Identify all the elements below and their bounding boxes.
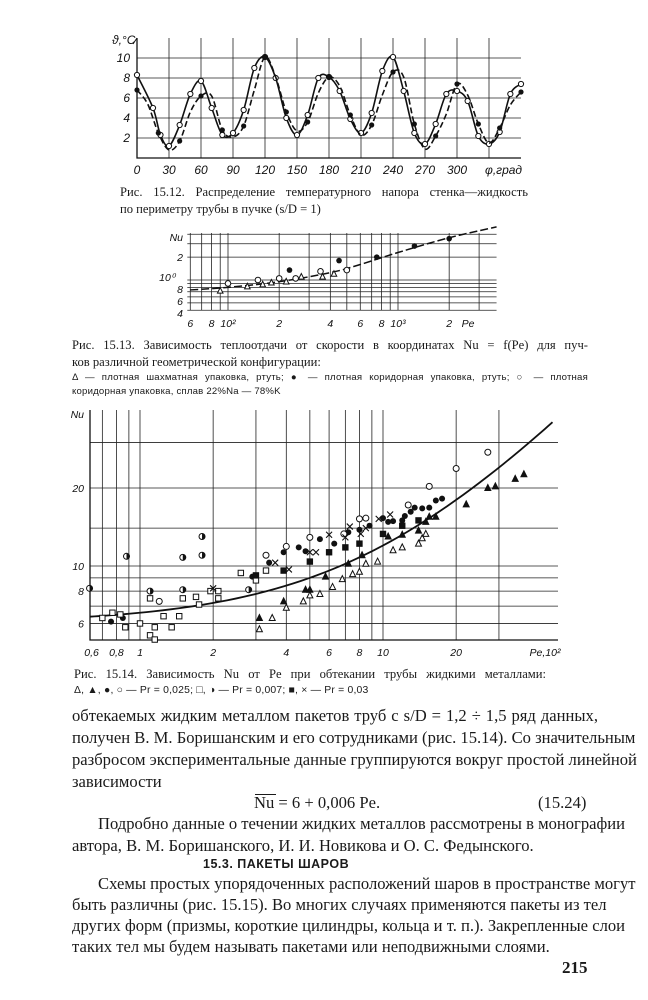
data-point <box>326 550 331 555</box>
y-tick-label: 6 <box>123 91 130 105</box>
data-point <box>412 243 418 249</box>
x-tick-label: 60 <box>194 163 208 177</box>
data-point <box>220 127 225 132</box>
x-tick-label: 8 <box>356 647 363 659</box>
data-point <box>198 93 203 98</box>
data-point <box>347 524 353 530</box>
body-para2-line-2: автора, В. М. Боришанского, И. И. Новикова и О. С. Федынского. <box>72 836 534 855</box>
body-para3-line-1: Схемы простых упорядоченных расположений шаров в пространстве могут <box>98 874 636 893</box>
page-number: 215 <box>562 958 588 977</box>
data-point <box>485 449 491 455</box>
data-point <box>439 496 445 502</box>
data-point <box>293 276 299 282</box>
x-tick-label: 150 <box>286 163 308 177</box>
data-point <box>281 549 287 555</box>
data-point <box>374 254 380 260</box>
fig-15-13-caption-line-2: ков различной геометрической конфигурации: <box>72 355 321 369</box>
body-para1-line-2: получен В. М. Боришанским и его сотрудниками (рис. 15.14). Со значительным <box>72 728 636 747</box>
data-point <box>241 107 246 112</box>
x-tick-label: 4 <box>327 318 334 330</box>
data-point <box>161 613 166 618</box>
data-point <box>363 515 369 521</box>
y-tick-label: 10 <box>116 51 130 65</box>
x-tick-label: 4 <box>283 647 290 659</box>
data-point <box>100 615 105 620</box>
equation-text: Nu = 6 + 0,006 Pe. <box>254 793 381 812</box>
data-point <box>350 571 356 577</box>
fig-15-13-legend-line-1: Δ — плотная шахматная упаковка, ртуть; ● — плотная коридорная упаковка, ртуть; ○ — плотная <box>72 372 588 383</box>
data-point <box>444 91 449 96</box>
data-point <box>476 133 481 138</box>
y-tick-label: 8 <box>123 71 130 85</box>
data-point <box>216 588 221 593</box>
y-tick-label: 2 <box>123 131 130 145</box>
fit-curve <box>90 422 553 616</box>
data-point <box>446 236 452 242</box>
data-point <box>263 552 269 558</box>
data-point <box>412 505 418 511</box>
data-point <box>230 130 235 135</box>
data-point <box>123 625 128 630</box>
data-point <box>177 122 182 127</box>
y-axis-title: ϑ,°C <box>112 33 136 47</box>
x-tick-label: 10 <box>377 647 389 659</box>
data-point <box>433 133 438 138</box>
data-point <box>177 613 182 618</box>
data-point <box>300 598 306 604</box>
data-point <box>283 604 289 610</box>
data-point <box>369 110 374 115</box>
data-point <box>512 475 518 481</box>
data-point <box>294 132 299 137</box>
data-point <box>390 518 396 524</box>
data-point <box>281 568 286 573</box>
data-point <box>521 471 527 477</box>
data-point <box>225 281 231 287</box>
x-tick-label: 6 <box>187 318 194 330</box>
data-point <box>216 596 221 601</box>
x-tick-label: 300 <box>446 163 468 177</box>
x-tick-label: Pe,10² <box>529 647 561 659</box>
y-tick-label: 6 <box>177 296 183 308</box>
data-point <box>152 637 157 642</box>
x-tick-label: 6 <box>357 318 364 330</box>
data-point <box>357 541 362 546</box>
data-point <box>241 123 246 128</box>
data-point <box>399 544 405 550</box>
data-point <box>287 267 293 273</box>
data-point <box>152 625 157 630</box>
axes <box>90 410 558 640</box>
x-tick-label: 2 <box>210 647 217 659</box>
data-point <box>316 75 321 80</box>
data-point <box>283 543 289 549</box>
chart-nu-vs-pe-bundles <box>187 227 496 310</box>
data-point <box>508 91 513 96</box>
equation <box>254 793 380 813</box>
data-point <box>331 541 337 547</box>
data-point <box>485 485 491 491</box>
data-point <box>305 119 310 124</box>
fig-15-13-legend-line-2: коридорная упаковка, сплав 22%Na — 78%K <box>72 386 281 397</box>
data-point <box>118 612 123 617</box>
data-point <box>180 596 185 601</box>
data-point <box>209 105 214 110</box>
data-point <box>323 573 329 579</box>
y-tick-label: 20 <box>72 483 84 496</box>
fig-15-13-caption-line-1: Рис. 15.13. Зависимость теплоотдачи от скорости в координатах Nu = f(Pe) для пуч- <box>72 338 588 352</box>
data-point <box>134 72 139 77</box>
data-point <box>317 536 323 542</box>
data-point <box>363 560 369 566</box>
data-point <box>147 596 152 601</box>
data-point <box>402 513 408 519</box>
x-tick-label: 210 <box>350 163 372 177</box>
data-point <box>433 121 438 126</box>
data-point <box>412 121 417 126</box>
data-point <box>281 598 287 604</box>
x-tick-label: 0,8 <box>109 647 124 659</box>
data-point <box>307 559 312 564</box>
data-point <box>296 544 302 550</box>
data-point <box>266 560 272 566</box>
data-point <box>220 132 225 137</box>
data-point <box>108 619 114 625</box>
data-point <box>369 122 374 127</box>
data-point <box>188 91 193 96</box>
data-point <box>416 518 421 523</box>
data-point <box>390 547 396 553</box>
x-tick-label: 0,6 <box>84 647 99 659</box>
chart-nu-vs-pe-liquid-metals <box>87 410 558 642</box>
data-point <box>307 586 313 592</box>
y-tick-label: 8 <box>78 586 84 599</box>
data-point <box>390 69 395 74</box>
body-para3-line-2: быть различны (рис. 15.15). Во многих случаях применяются пакеты из тел <box>72 895 607 914</box>
body-para1-line-4: зависимости <box>72 772 162 791</box>
data-point <box>423 530 429 536</box>
y-tick-label: 10⁰ <box>159 272 175 284</box>
y-tick-label: 6 <box>78 618 84 631</box>
data-point <box>256 626 262 632</box>
fig-15-12-caption-line-1: Рис. 15.12. Распределение температурного напора стенка—жидкость <box>120 185 528 199</box>
data-point <box>518 89 523 94</box>
data-point <box>405 502 411 508</box>
fig-15-12-caption-line-2: по периметру трубы в пучке (s/D = 1) <box>120 202 321 216</box>
x-tick-label: 2 <box>276 318 283 330</box>
data-point <box>426 505 432 511</box>
x-tick-label: 1 <box>137 647 143 659</box>
data-point <box>463 501 469 507</box>
data-point <box>284 109 289 114</box>
x-tick-label: 2 <box>446 318 453 330</box>
data-point <box>303 548 309 554</box>
section-heading: 15.3. ПАКЕТЫ ШАРОВ <box>203 857 350 871</box>
data-point <box>390 54 395 59</box>
data-point <box>134 87 139 92</box>
data-point <box>255 277 261 283</box>
x-tick-label: 10³ <box>390 318 406 330</box>
data-point <box>196 602 201 607</box>
data-point <box>262 54 267 59</box>
x-tick-label: 0 <box>133 163 141 177</box>
data-point <box>256 614 262 620</box>
data-point <box>318 269 324 275</box>
data-point <box>299 274 305 280</box>
x-tick-label: 240 <box>382 163 404 177</box>
body-para3-line-3: других форм (призмы, короткие цилиндры, кольца и т. п.). Закрепленные слои <box>72 916 626 935</box>
x-tick-label: 6 <box>326 647 333 659</box>
data-point <box>356 516 362 522</box>
data-point <box>367 523 373 529</box>
x-tick-label: 20 <box>450 647 462 659</box>
data-point <box>252 65 257 70</box>
data-point <box>313 549 319 555</box>
equation-number: (15.24) <box>538 793 587 812</box>
data-point <box>177 138 182 143</box>
data-point <box>253 573 258 578</box>
body-para2-line-1: Подробно данные о течении жидких металлов рассмотрены в монографии <box>98 814 626 833</box>
body-para1-line-3: разбросом экспериментальные данные группируются вокруг простой линейной <box>72 750 637 769</box>
data-point <box>150 105 155 110</box>
y-tick-label: Nu <box>169 232 183 244</box>
overline <box>255 794 276 795</box>
data-point <box>401 88 406 93</box>
data-point <box>380 531 385 536</box>
y-tick-label: 8 <box>177 284 183 296</box>
data-point <box>198 78 203 83</box>
data-point <box>344 267 350 273</box>
data-point <box>238 570 243 575</box>
data-point <box>272 560 278 566</box>
data-point <box>137 621 142 626</box>
fig-15-14-caption-line-1: Рис. 15.14. Зависимость Nu от Pe при обтекании трубы жидкими металлами: <box>74 667 546 681</box>
data-point <box>426 483 432 489</box>
data-point <box>356 568 362 574</box>
data-point <box>193 594 198 599</box>
x-tick-label: 30 <box>162 163 176 177</box>
data-point <box>492 483 498 489</box>
data-point <box>307 592 313 598</box>
data-point <box>518 81 523 86</box>
x-tick-label: 90 <box>226 163 240 177</box>
data-point <box>454 88 459 93</box>
x-tick-label: 8 <box>378 318 385 330</box>
data-point <box>497 125 502 130</box>
data-point <box>169 625 174 630</box>
x-tick-label: 270 <box>414 163 436 177</box>
y-tick-label: Nu <box>70 409 84 422</box>
y-tick-label: 2 <box>177 252 183 264</box>
fig-15-14-caption-line-2: Δ, ▲, ●, ○ — Pr = 0,025; □, ◑ — Pr = 0,007; ■, × — Pr = 0,03 <box>74 685 369 696</box>
x-axis-title: φ,град <box>485 163 523 177</box>
data-point <box>330 583 336 589</box>
data-point <box>380 68 385 73</box>
data-point <box>419 505 425 511</box>
data-point <box>110 610 115 615</box>
data-point <box>400 523 405 528</box>
y-tick-label: 10 <box>72 561 84 573</box>
data-point <box>387 512 393 518</box>
chart-temperature-distribution <box>133 38 524 158</box>
y-tick-label: 4 <box>177 308 183 320</box>
x-tick-label: 180 <box>318 163 340 177</box>
data-point <box>269 614 275 620</box>
data-point <box>343 545 348 550</box>
y-tick-label: 4 <box>123 111 130 125</box>
data-point <box>156 598 162 604</box>
body-para1-line-1: обтекаемых жидким металлом пакетов труб с s/D = 1,2 ÷ 1,5 ряд данных, <box>72 706 598 725</box>
x-tick-label: 10² <box>220 318 236 330</box>
data-point <box>453 465 459 471</box>
data-point <box>307 534 313 540</box>
data-point <box>433 498 439 504</box>
body-para3-line-4: таких тел мы будем называть пакетами или неподвижными слоями. <box>72 937 550 956</box>
data-point <box>375 558 381 564</box>
data-point <box>336 258 342 264</box>
data-point <box>156 130 161 135</box>
x-tick-label: Pe <box>461 318 475 330</box>
data-point <box>348 112 353 117</box>
data-point <box>476 121 481 126</box>
data-point <box>263 568 268 573</box>
data-point <box>276 276 282 282</box>
x-tick-label: 8 <box>208 318 215 330</box>
data-point <box>326 74 331 79</box>
data-point <box>454 81 459 86</box>
x-tick-label: 120 <box>254 163 276 177</box>
data-point <box>339 576 345 582</box>
